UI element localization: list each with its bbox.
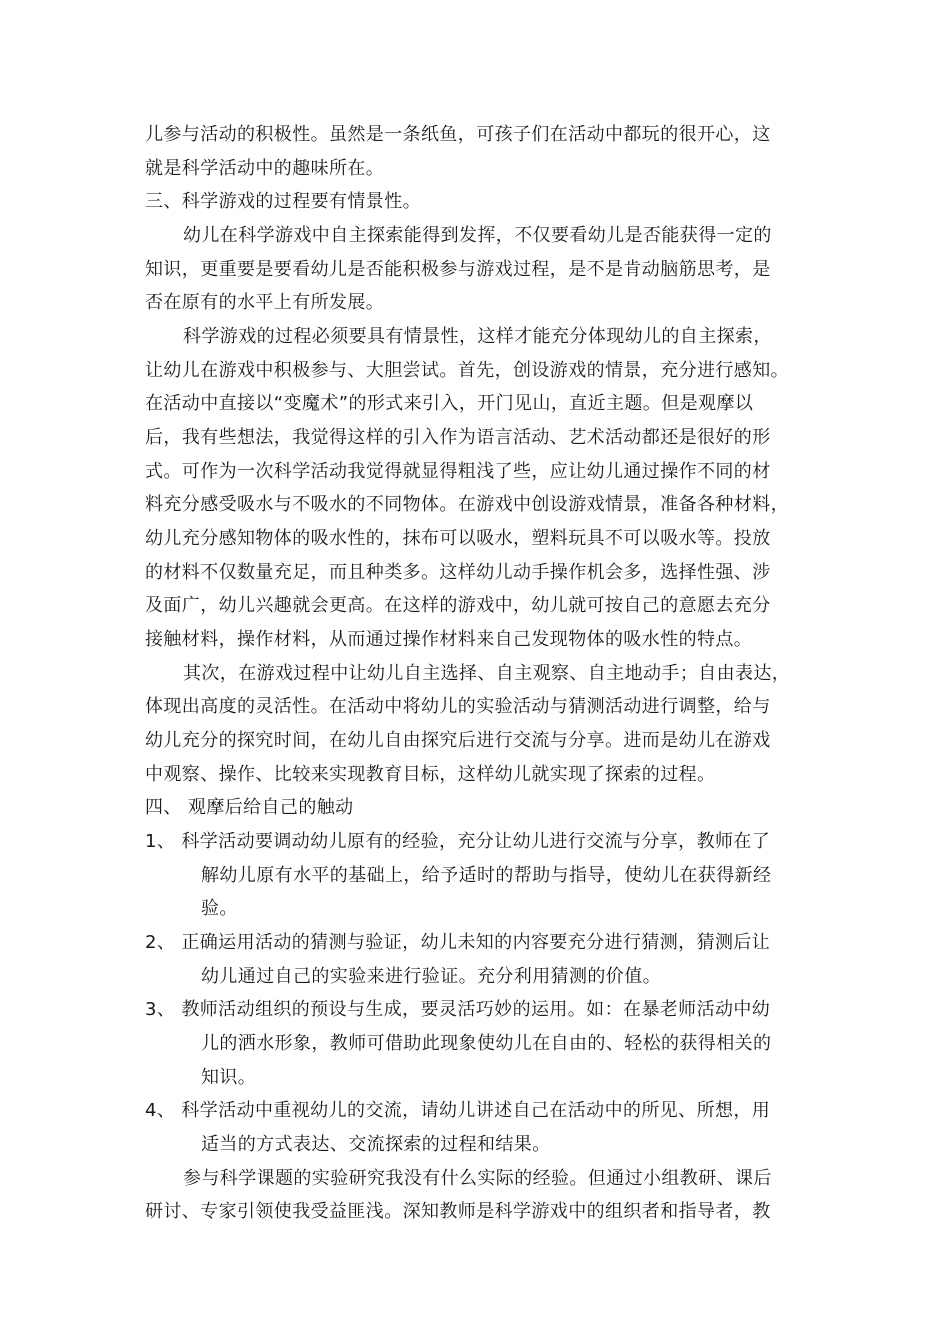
list-item-continuation: 幼儿通过自己的实验来进行验证。充分利用猜测的价值。 <box>201 966 661 987</box>
list-item: 4、 科学活动中重视幼儿的交流，请幼儿讲述自己在活动中的所见、所想，用 <box>145 1100 771 1121</box>
text-line: 科学游戏的过程必须要具有情景性，这样才能充分体现幼儿的自主探索， <box>183 326 772 347</box>
section-heading: 四、 观摩后给自己的触动 <box>145 797 354 818</box>
text-line: 幼儿充分的探究时间，在幼儿自由探究后进行交流与分享。进而是幼儿在游戏 <box>145 730 771 751</box>
text-line: 参与科学课题的实验研究我没有什么实际的经验。但通过小组教研、课后 <box>183 1168 772 1189</box>
text-line: 就是科学活动中的趣味所在。 <box>145 158 385 179</box>
list-item: 1、 科学活动要调动幼儿原有的经验，充分让幼儿进行交流与分享，教师在了 <box>145 831 771 852</box>
text-line: 的材料不仅数量充足，而且种类多。这样幼儿动手操作机会多，选择性强、涉 <box>145 562 771 583</box>
text-line: 让幼儿在游戏中积极参与、大胆尝试。首先，创设游戏的情景，充分进行感知。 <box>145 360 789 381</box>
text-line: 研讨、专家引领使我受益匪浅。深知教师是科学游戏中的组织者和指导者，教 <box>145 1201 771 1222</box>
section-heading: 三、科学游戏的过程要有情景性。 <box>145 191 421 212</box>
text-line: 其次，在游戏过程中让幼儿自主选择、自主观察、自主地动手；自由表达， <box>183 663 791 684</box>
text-line: 知识，更重要是要看幼儿是否能积极参与游戏过程，是不是肯动脑筋思考，是 <box>145 259 771 280</box>
text-line: 中观察、操作、比较来实现教育目标，这样幼儿就实现了探索的过程。 <box>145 764 716 785</box>
list-item-continuation: 适当的方式表达、交流探索的过程和结果。 <box>201 1134 551 1155</box>
text-line: 在活动中直接以“变魔术”的形式来引入，开门见山，直近主题。但是观摩以 <box>145 393 754 414</box>
text-line: 儿参与活动的积极性。虽然是一条纸鱼，可孩子们在活动中都玩的很开心，这 <box>145 124 771 145</box>
list-item-continuation: 解幼儿原有水平的基础上，给予适时的帮助与指导，使幼儿在获得新经 <box>201 865 772 886</box>
text-line: 否在原有的水平上有所发展。 <box>145 292 385 313</box>
text-line: 后，我有些想法，我觉得这样的引入作为语言活动、艺术活动都还是很好的形 <box>145 427 771 448</box>
list-item-continuation: 验。 <box>201 898 238 919</box>
text-line: 幼儿充分感知物体的吸水性的，抹布可以吸水，塑料玩具不可以吸水等。投放 <box>145 528 771 549</box>
text-line: 体现出高度的灵活性。在活动中将幼儿的实验活动与猜测活动进行调整，给与 <box>145 696 771 717</box>
list-item: 2、 正确运用活动的猜测与验证，幼儿未知的内容要充分进行猜测，猜测后让 <box>145 932 771 953</box>
text-line: 式。可作为一次科学活动我觉得就显得粗浅了些，应让幼儿通过操作不同的材 <box>145 461 771 482</box>
text-line: 接触材料，操作材料，从而通过操作材料来自己发现物体的吸水性的特点。 <box>145 629 753 650</box>
text-line: 料充分感受吸水与不吸水的不同物体。在游戏中创设游戏情景，准备各种材料， <box>145 494 789 515</box>
list-item-continuation: 儿的洒水形象，教师可借助此现象使幼儿在自由的、轻松的获得相关的 <box>201 1033 772 1054</box>
text-line: 幼儿在科学游戏中自主探索能得到发挥，不仅要看幼儿是否能获得一定的 <box>183 225 772 246</box>
list-item-continuation: 知识。 <box>201 1067 257 1088</box>
list-item: 3、 教师活动组织的预设与生成，要灵活巧妙的运用。如：在暴老师活动中幼 <box>145 999 771 1020</box>
text-line: 及面广，幼儿兴趣就会更高。在这样的游戏中，幼儿就可按自己的意愿去充分 <box>145 595 771 616</box>
